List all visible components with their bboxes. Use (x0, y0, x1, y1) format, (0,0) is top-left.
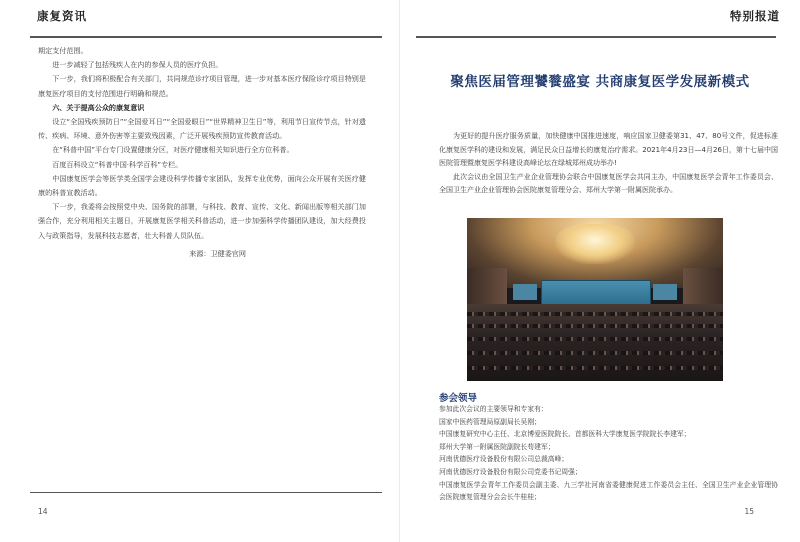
left-body-text (38, 44, 366, 261)
list-item: 中国康复医学会青年工作委员会副主委、九三学社河南省委健康促进工作委员会主任、全国卫生产业企业管理协会医院康复管理分会会长牛桂桂； (439, 480, 778, 502)
photo-audience-row (467, 337, 723, 341)
list-item: 郑州大学第一附属医院副院长苟建军； (439, 442, 555, 451)
left-page-number: 14 (38, 507, 48, 516)
photo-audience-row (467, 351, 723, 355)
list-item: 参加此次会议的主要领导和专家有： (439, 405, 548, 413)
photo-side-screen-left (513, 284, 537, 300)
left-footer-rule (30, 492, 382, 493)
paragraph: 设立“全国残疾预防日”“全国爱耳日”“全国爱眼日”“世界精神卫生日”等，利用节日宣传节点，针对遗传、疾病、环境、意外伤害等主要致残因素，广泛开展残疾预防宣传教育活动。 (38, 117, 366, 141)
list-item: 河南优德医疗设备股份有限公司党委书记周强； (439, 467, 582, 476)
conference-hall-photo (467, 218, 723, 381)
paragraph: 期定支付范围。 (38, 46, 88, 55)
list-item: 中国康复研究中心主任、北京博爱医院院长、首都医科大学康复医学院院长李建军； (439, 430, 691, 439)
photo-audience-row (467, 366, 723, 370)
source-credit: 来源：卫健委官网 (189, 248, 246, 258)
right-page-header: 特别报道 (730, 9, 780, 23)
right-page (400, 0, 800, 542)
paragraph: 中国康复医学会等医学类全国学会建设科学传播专家团队，发挥专业优势，面向公众开展有关医疗健康的科普宣教活动。 (38, 173, 366, 198)
article-title: 聚焦医届管理饕餮盛宴 共商康复医学发展新模式 (450, 74, 750, 90)
paragraph: 百度百科设立“科普中国·科学百科”专栏。 (52, 159, 183, 169)
photo-audience-row (467, 312, 723, 316)
article-intro (439, 130, 778, 198)
paragraph: 下一步，我们将积极配合有关部门，共同规范诊疗项目管理，进一步对基本医疗保险诊疗项目特别是康复医疗项目的支付范围进行明确和规范。 (38, 74, 366, 98)
leaders-list (439, 403, 778, 504)
photo-audience (467, 304, 723, 381)
right-header-rule (416, 36, 776, 38)
paragraph: 为更好的提升医疗服务质量，加快健康中国推进速度，响应国家卫健委第31、47、80号文件，促进标准化康复医学科的建设和发展，满足民众日益增长的康复治疗需求。2021年4月23日—4月26日，第十七届中国医院管理暨康复医学科建设高峰论坛在绿城郑州成功举办! (439, 132, 778, 167)
paragraph: 下一步，我委将会按照党中央、国务院的部署，与科技、教育、宣传、文化、新闻出版等相关部门加强合作，充分利用相关主题日，开展康复医学相关科普活动，进一步加强科学传播团队建设，加大经费投入与政策指导，发展科技志愿者，壮大科普人员队伍。 (38, 202, 366, 240)
paragraph: 进一步减轻了包括残疾人在内的参保人员的医疗负担。 (52, 60, 223, 70)
paragraph: 在“科普中国”平台专门设置健康分区，对医疗健康相关知识进行全方位科普。 (52, 145, 294, 155)
right-page-number: 15 (744, 507, 754, 516)
list-item: 河南优德医疗设备股份有限公司总裁高峰； (439, 455, 569, 464)
photo-chandelier (555, 224, 635, 264)
section-heading: 六、关于提高公众的康复意识 (52, 102, 145, 112)
photo-stage-screen (541, 280, 651, 306)
paragraph: 此次会议由全国卫生产业企业管理协会联合中国康复医学会共同主办，中国康复医学会青年工作委员会、全国卫生产业企业管理协会医院康复管理分会、郑州大学第一附属医院承办。 (439, 172, 778, 194)
section-title-leaders: 参会领导 (439, 393, 478, 404)
photo-audience-row (467, 324, 723, 328)
list-item: 国家中医药管理局原副局长吴刚； (439, 417, 541, 426)
photo-side-screen-right (653, 284, 677, 300)
left-header-rule (30, 36, 382, 38)
left-page-header: 康复资讯 (37, 9, 87, 23)
